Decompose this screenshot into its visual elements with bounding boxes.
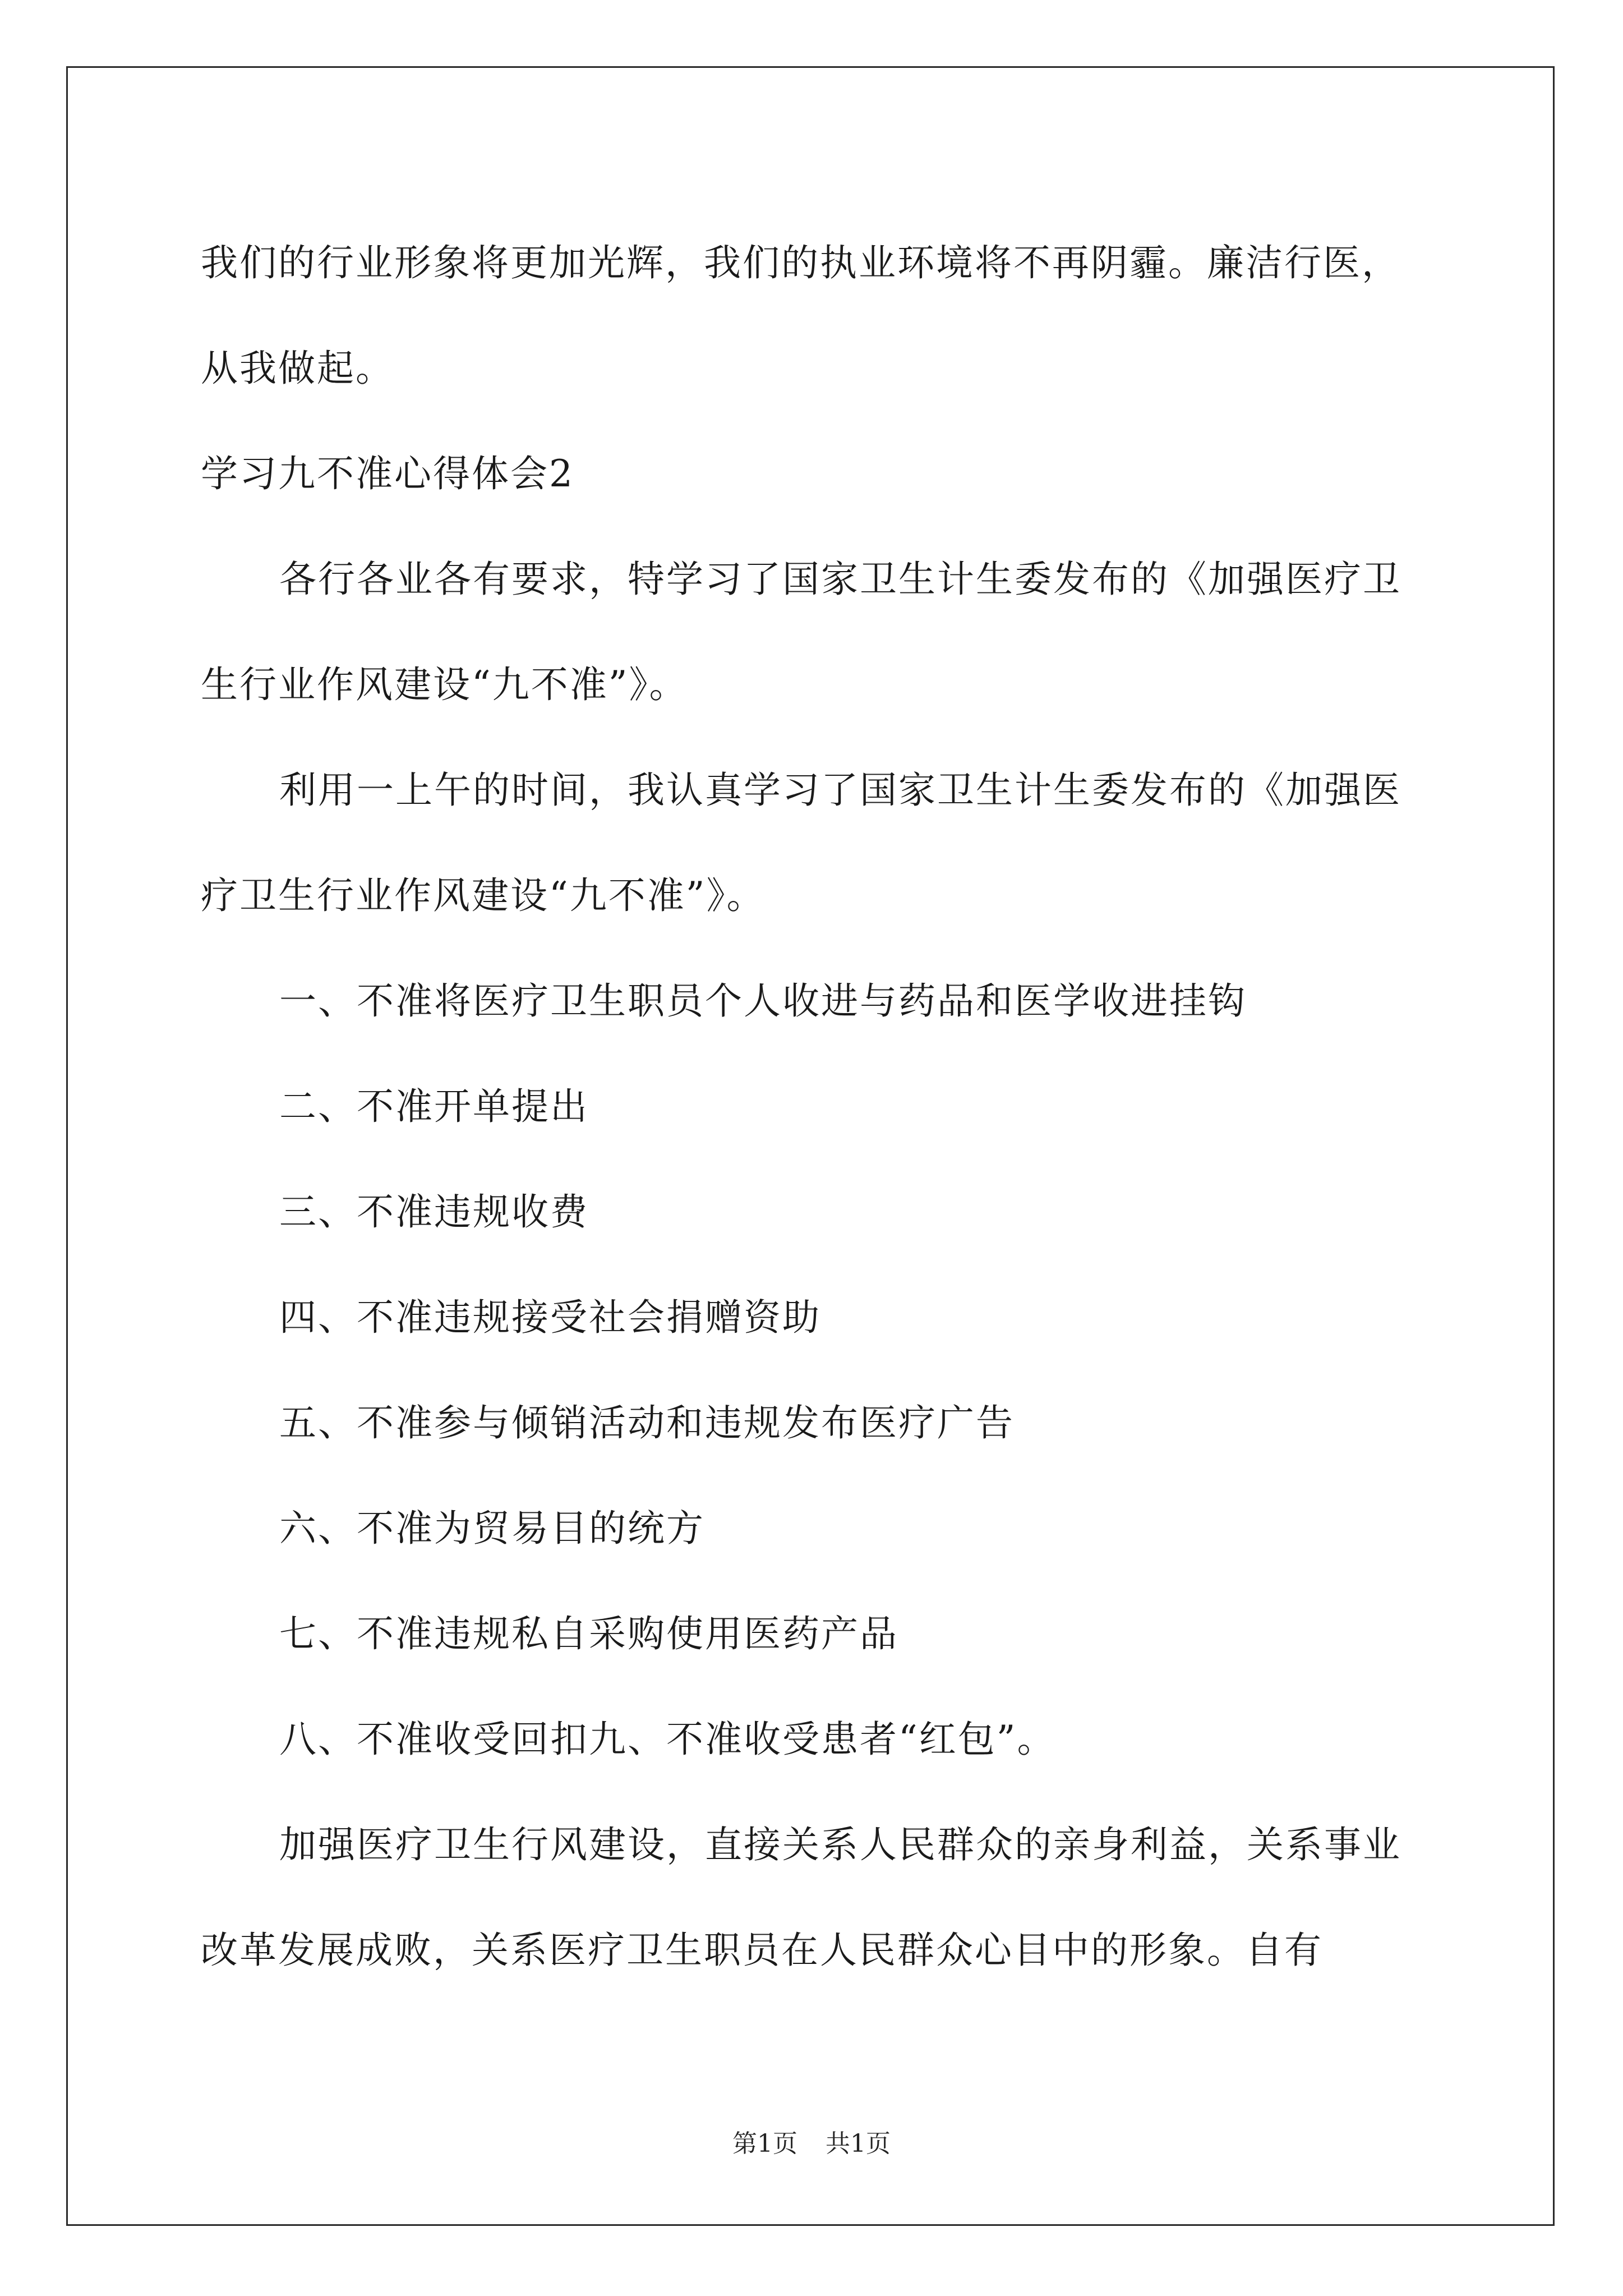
paragraph: 我们的行业形象将更加光辉，我们的执业环境将不再阴霾。廉洁行医，从我做起。	[201, 241, 1400, 390]
page-total: 共1页	[826, 2129, 891, 2158]
section-heading: 学习九不准心得体会2	[201, 452, 574, 495]
list-item: 三、不准违规收费	[279, 1190, 589, 1234]
paragraph: 各行各业各有要求，特学习了国家卫生计生委发布的《加强医疗卫生行业作风建设“九不准”》。	[201, 558, 1401, 706]
list-item: 五、不准参与倾销活动和违规发布医疗广告	[279, 1401, 1015, 1444]
document-body	[201, 210, 1429, 2003]
paragraph: 加强医疗卫生行风建设，直接关系人民群众的亲身利益，关系事业改革发展成败，关系医疗卫生职员在人民群众心目中的形象。自有	[201, 1823, 1401, 1972]
list-item: 六、不准为贸易目的统方	[279, 1507, 705, 1550]
list-item: 二、不准开单提出	[279, 1085, 589, 1128]
list-item: 一、不准将医疗卫生职员个人收进与药品和医学收进挂钩	[279, 979, 1247, 1023]
page-footer	[0, 2127, 1623, 2161]
paragraph: 利用一上午的时间，我认真学习了国家卫生计生委发布的《加强医疗卫生行业作风建设“九不准”》。	[201, 769, 1401, 917]
list-item: 七、不准违规私自采购使用医药产品	[279, 1612, 898, 1655]
list-item: 八、不准收受回扣九、不准收受患者“红包”。	[279, 1718, 1056, 1761]
list-item: 四、不准违规接受社会捐赠资助	[279, 1296, 821, 1339]
page-number: 第1页	[732, 2129, 797, 2158]
